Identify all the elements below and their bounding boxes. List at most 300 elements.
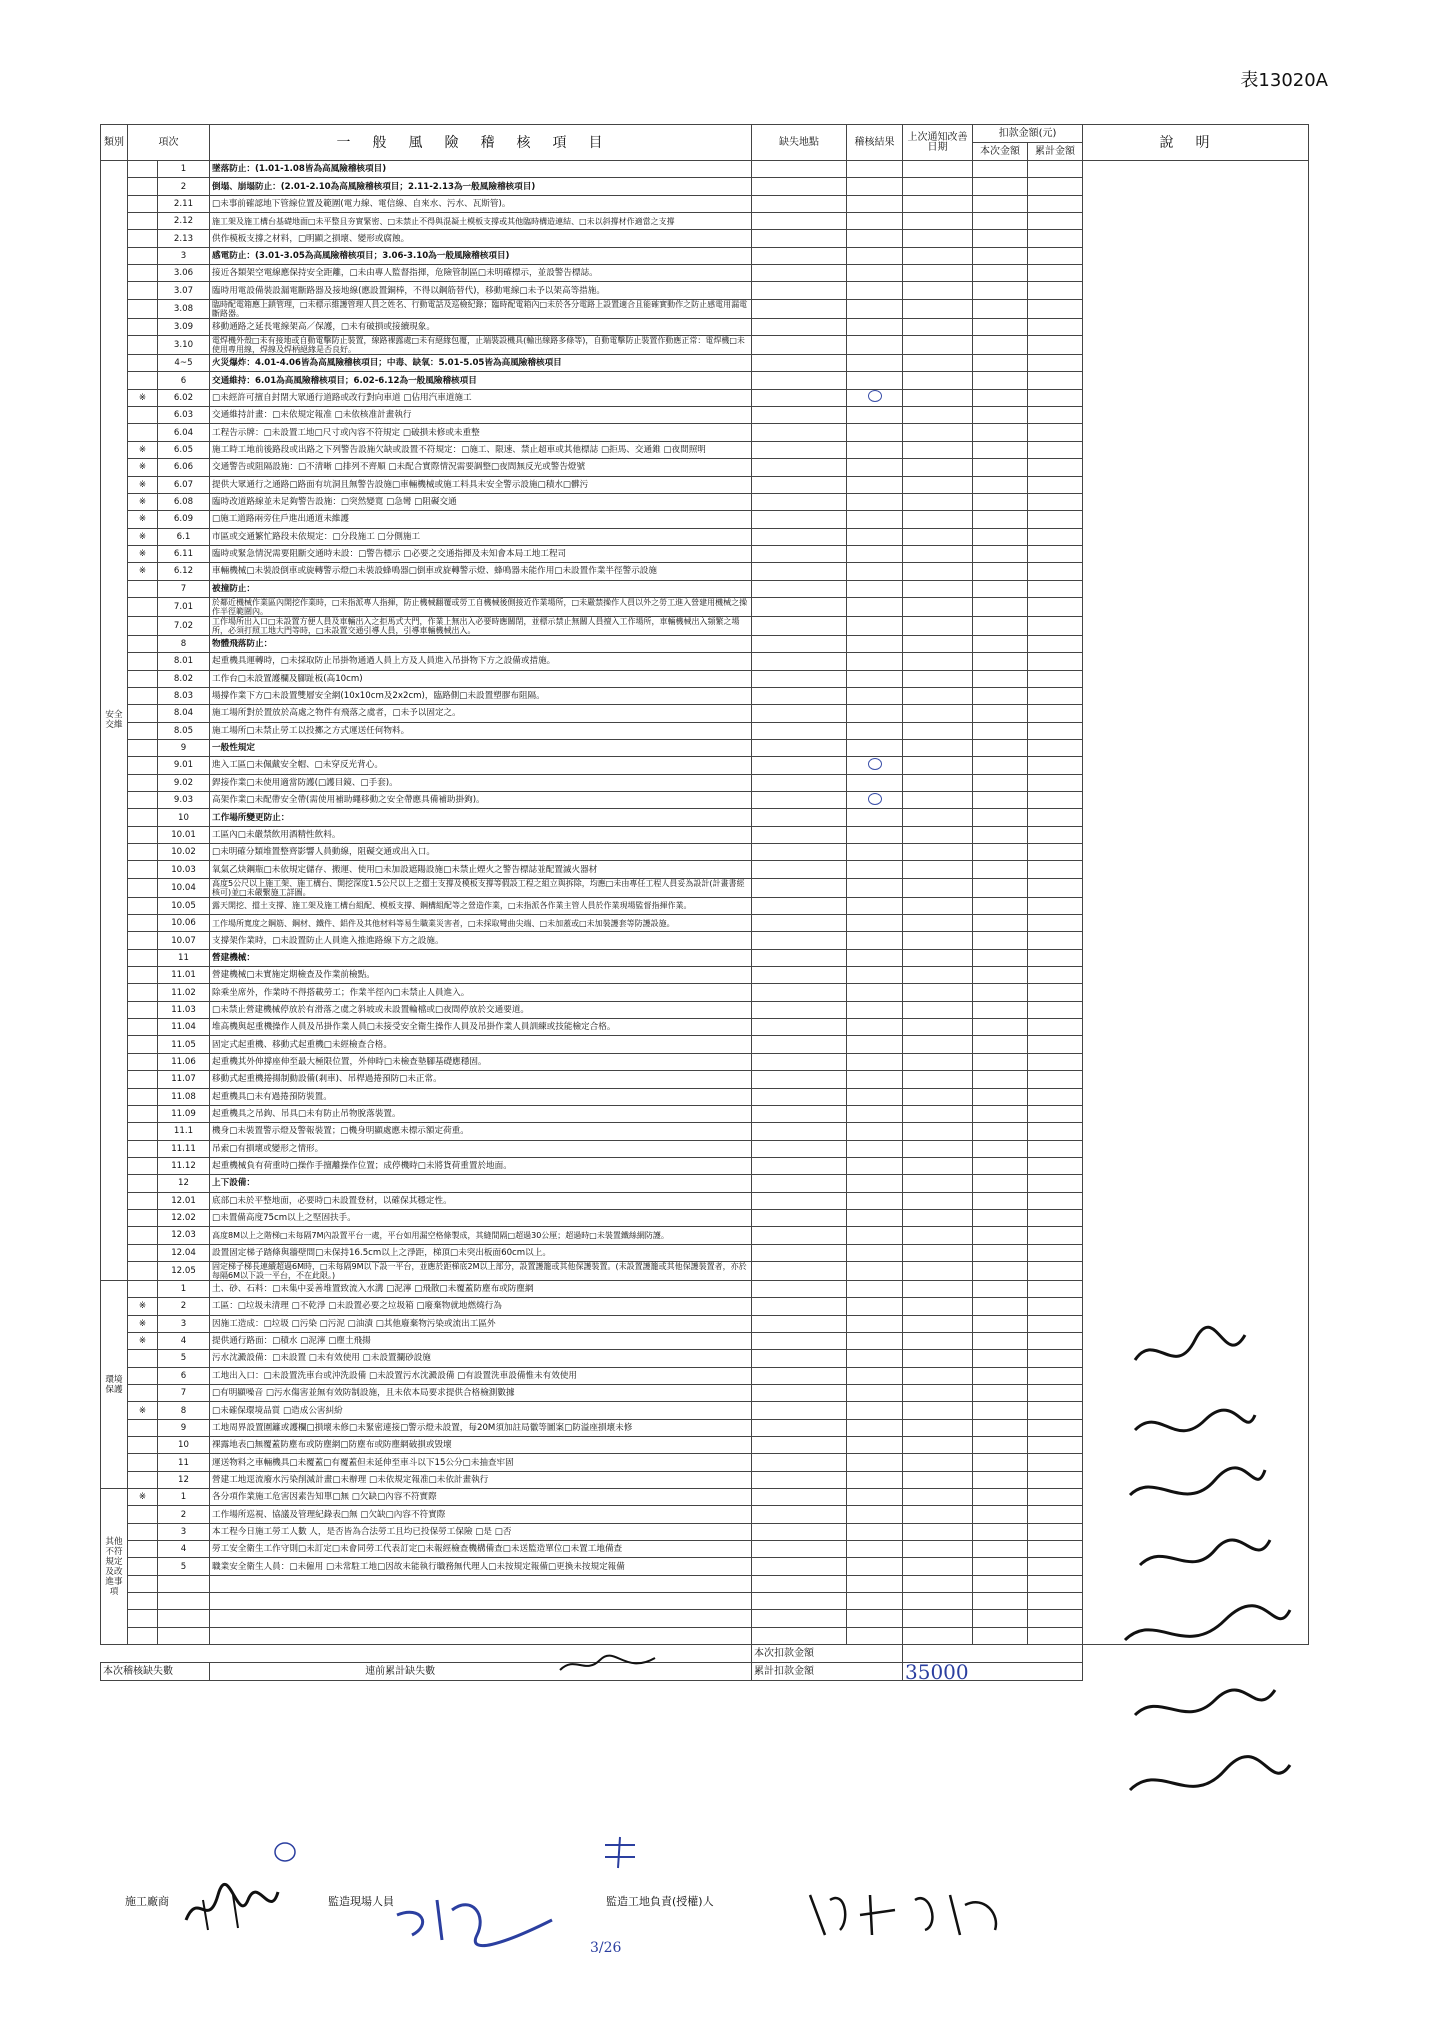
risk-mark — [128, 230, 158, 247]
location-cell — [752, 389, 847, 406]
this-amount-cell — [973, 984, 1028, 1001]
cumulative-cell — [1028, 476, 1083, 493]
result-cell — [847, 1454, 903, 1471]
this-amount-cell — [973, 1315, 1028, 1332]
cumulative-cell — [1028, 545, 1083, 562]
this-amount-cell — [973, 1627, 1028, 1644]
location-cell — [752, 528, 847, 545]
result-cell — [847, 282, 903, 299]
cumulative-cell — [1028, 372, 1083, 389]
result-cell — [847, 161, 903, 178]
this-amount-cell — [973, 1123, 1028, 1140]
item-description — [210, 1627, 752, 1644]
result-cell — [847, 670, 903, 687]
item-description: 營建工地逕流廢水污染削減計畫□未辦理 □未依規定報准□未依計畫執行 — [210, 1471, 752, 1488]
item-number: 6.08 — [158, 493, 210, 510]
location-cell — [752, 178, 847, 195]
item-description: 施工架及施工構台基礎地面□未平整且夯實緊密、□未禁止不得與混凝土模板支撐或其他臨時構造連結、□未以斜撐材作適當之支撐 — [210, 213, 752, 230]
location-cell — [752, 1350, 847, 1367]
this-amount-cell — [973, 844, 1028, 861]
prev-date-cell — [903, 757, 973, 774]
item-number: 12.02 — [158, 1209, 210, 1226]
cumulative-cell — [1028, 949, 1083, 966]
prev-date-cell — [903, 932, 973, 949]
item-number: 11 — [158, 949, 210, 966]
risk-mark — [128, 1575, 158, 1592]
item-description: 工區：□垃圾未清理 □不乾淨 □未設置必要之垃圾箱 □廢棄物就地燃燒行為 — [210, 1298, 752, 1315]
location-cell — [752, 1036, 847, 1053]
item-description: 工程告示牌：□未設置工地□尺寸或內容不符規定 □破損未修或未重整 — [210, 424, 752, 441]
cumulative-cell — [1028, 1053, 1083, 1070]
location-cell — [752, 792, 847, 809]
location-cell — [752, 1558, 847, 1575]
risk-mark — [128, 1541, 158, 1558]
item-number: 6.12 — [158, 563, 210, 580]
item-description: 工作場所巡視、協議及管理紀錄表□無 □欠缺□內容不符實際 — [210, 1506, 752, 1523]
location-cell — [752, 1541, 847, 1558]
this-amount-cell — [973, 1227, 1028, 1244]
location-cell — [752, 1523, 847, 1540]
prev-date-cell — [903, 1367, 973, 1384]
item-number: 9.01 — [158, 757, 210, 774]
col-result: 稽核結果 — [847, 125, 903, 161]
prev-date-cell — [903, 213, 973, 230]
risk-mark — [128, 1157, 158, 1174]
location-cell — [752, 635, 847, 652]
this-amount-cell — [973, 949, 1028, 966]
result-cell — [847, 844, 903, 861]
risk-mark — [128, 1419, 158, 1436]
prev-date-cell — [903, 1175, 973, 1192]
item-number: 6.07 — [158, 476, 210, 493]
item-number: 10.03 — [158, 861, 210, 878]
col-category: 類別 — [101, 125, 128, 161]
risk-mark: ※ — [128, 1489, 158, 1506]
result-cell — [847, 178, 903, 195]
item-number: 8 — [158, 1402, 210, 1419]
result-cell — [847, 545, 903, 562]
item-number: 8.02 — [158, 670, 210, 687]
prev-date-cell — [903, 372, 973, 389]
this-deduct-value — [903, 1645, 1083, 1663]
this-amount-cell — [973, 932, 1028, 949]
prev-date-cell — [903, 282, 973, 299]
this-count-mark — [270, 1840, 300, 1864]
this-amount-cell — [973, 511, 1028, 528]
cumulative-cell — [1028, 563, 1083, 580]
this-amount-cell — [973, 705, 1028, 722]
this-amount-cell — [973, 282, 1028, 299]
result-cell — [847, 336, 903, 355]
item-description: 裸露地表□無覆蓋防塵布或防塵網□防塵布或防塵網破損或毀壞 — [210, 1437, 752, 1454]
item-description: 交通維持：6.01為高風險稽核項目；6.02-6.12為一般風險稽核項目 — [210, 372, 752, 389]
location-cell — [752, 1419, 847, 1436]
prev-date-cell — [903, 407, 973, 424]
cumulative-cell — [1028, 1523, 1083, 1540]
result-cell — [847, 299, 903, 318]
item-number: 6.05 — [158, 441, 210, 458]
item-number: 10.05 — [158, 897, 210, 914]
item-description: 勞工安全衛生工作守則□未訂定□未會同勞工代表訂定□未報經檢查機構備查□未送監造單位□未置工地備查 — [210, 1541, 752, 1558]
prev-date-cell — [903, 826, 973, 843]
this-amount-cell — [973, 318, 1028, 335]
result-cell — [847, 459, 903, 476]
item-number: 6 — [158, 372, 210, 389]
this-amount-cell — [973, 1209, 1028, 1226]
risk-mark — [128, 1610, 158, 1627]
location-cell — [752, 670, 847, 687]
item-description: 氧氣乙炔鋼瓶□未依規定儲存、搬運、使用□未加設遮陽設施□未禁止煙火之警告標誌並配置滅火器材 — [210, 861, 752, 878]
cumulative-cell — [1028, 1175, 1083, 1192]
item-description: 起重機械負有荷重時□操作手擅離操作位置；成停機時□未將貨荷重置於地面。 — [210, 1157, 752, 1174]
cumulative-cell — [1028, 984, 1083, 1001]
this-amount-cell — [973, 407, 1028, 424]
cumulative-cell — [1028, 389, 1083, 406]
risk-mark: ※ — [128, 389, 158, 406]
this-amount-cell — [973, 1610, 1028, 1627]
risk-mark — [128, 722, 158, 739]
prev-date-cell — [903, 441, 973, 458]
supervisor-signature — [800, 1880, 1010, 1940]
location-cell — [752, 774, 847, 791]
prev-count-cell — [210, 1663, 752, 1681]
this-amount-cell — [973, 1175, 1028, 1192]
risk-mark — [128, 739, 158, 756]
item-number: 6.09 — [158, 511, 210, 528]
result-cell — [847, 1471, 903, 1488]
category-cell: 其他不符規定及改進事項 — [101, 1489, 128, 1645]
item-description: 運送物料之車輛機具□未覆蓋□有覆蓋但未延伸至車斗以下15公分□未抽查牢固 — [210, 1454, 752, 1471]
result-cell — [847, 195, 903, 212]
item-description: 施工時工地前後路段或出路之下列警告設施欠缺或設置不符規定：□施工、限速、禁止超車或其他標誌 □拒馬、交通錐 □夜間照明 — [210, 441, 752, 458]
item-number: 11.08 — [158, 1088, 210, 1105]
this-amount-cell — [973, 1053, 1028, 1070]
item-number: 3 — [158, 1523, 210, 1540]
this-amount-cell — [973, 1523, 1028, 1540]
item-description: 土、砂、石料：□未集中妥善堆置致流入水溝 □泥濘 □飛散□未覆蓋防塵布或防塵網 — [210, 1280, 752, 1297]
risk-mark — [128, 897, 158, 914]
item-number — [158, 1575, 210, 1592]
cumulative-cell — [1028, 1123, 1083, 1140]
item-description: 高架作業□未配帶安全帶(需使用補助繩移動之安全帶應具備補助掛鉤)。 — [210, 792, 752, 809]
risk-mark — [128, 580, 158, 597]
result-cell — [847, 528, 903, 545]
prev-date-cell — [903, 616, 973, 635]
item-number: 11.02 — [158, 984, 210, 1001]
worker-count-signature — [555, 1650, 665, 1680]
cumulative-cell — [1028, 844, 1083, 861]
item-number: 12.04 — [158, 1244, 210, 1261]
location-cell — [752, 653, 847, 670]
cumulative-cell — [1028, 739, 1083, 756]
this-amount-cell — [973, 1298, 1028, 1315]
item-description: 進入工區□未佩戴安全帽、□未穿反光背心。 — [210, 757, 752, 774]
location-cell — [752, 1001, 847, 1018]
result-cell — [847, 1192, 903, 1209]
item-number: 11.03 — [158, 1001, 210, 1018]
risk-mark — [128, 1350, 158, 1367]
this-amount-cell — [973, 792, 1028, 809]
location-cell — [752, 861, 847, 878]
location-cell — [752, 932, 847, 949]
item-description: 臨時配電箱應上鎖管理，□未標示維護管理人員之姓名、行動電話及巡檢紀錄；臨時配電箱內□未於各分電路上設置適合且能確實動作之防止感電用漏電斷路器。 — [210, 299, 752, 318]
item-number — [158, 1627, 210, 1644]
prev-date-cell — [903, 1157, 973, 1174]
cumulative-cell — [1028, 247, 1083, 264]
location-cell — [752, 616, 847, 635]
this-amount-cell — [973, 1280, 1028, 1297]
location-cell — [752, 949, 847, 966]
prev-date-cell — [903, 792, 973, 809]
prev-date-cell — [903, 580, 973, 597]
cumulative-cell — [1028, 299, 1083, 318]
result-cell — [847, 372, 903, 389]
cumulative-cell — [1028, 511, 1083, 528]
this-amount-cell — [973, 653, 1028, 670]
prev-date-cell — [903, 1001, 973, 1018]
col-prev-date: 上次通知改善日期 — [903, 125, 973, 161]
risk-mark — [128, 670, 158, 687]
cumulative-cell — [1028, 635, 1083, 652]
location-cell — [752, 844, 847, 861]
item-description: 職業安全衛生人員：□未僱用 □未常駐工地□因故未能執行職務無代理人□未按規定報備□更換未按規定報備 — [210, 1558, 752, 1575]
item-number: 2 — [158, 1506, 210, 1523]
item-number: 5 — [158, 1558, 210, 1575]
this-amount-cell — [973, 687, 1028, 704]
prev-date-cell — [903, 722, 973, 739]
item-description: 高度5公尺以上施工架、施工構台、開挖深度1.5公尺以上之擋土支撐及模板支撐等假設工程之組立與拆除，均應□未由專任工程人員妥為設計(計畫書經核可)並□未嚴繫施工詳圖。 — [210, 878, 752, 897]
item-description: 提供大眾通行之通路□路面有坑洞且無警告設施□車輛機械或施工料具未安全警示設施□積水□髒污 — [210, 476, 752, 493]
result-cell — [847, 1627, 903, 1644]
result-cell — [847, 915, 903, 932]
risk-mark — [128, 1192, 158, 1209]
location-cell — [752, 1071, 847, 1088]
result-cell — [847, 1105, 903, 1122]
prev-date-cell — [903, 195, 973, 212]
prev-count-mark — [600, 1835, 640, 1870]
location-cell — [752, 1437, 847, 1454]
risk-mark: ※ — [128, 1298, 158, 1315]
item-number: 8.03 — [158, 687, 210, 704]
col-item: 項次 — [128, 125, 210, 161]
this-amount-cell — [973, 1437, 1028, 1454]
result-cell — [847, 1140, 903, 1157]
risk-mark — [128, 1088, 158, 1105]
result-cell — [847, 757, 903, 774]
item-description: 設置固定梯子踏條與牆壁間□未保持16.5cm以上之淨距，梯頂□未突出板面60cm以上。 — [210, 1244, 752, 1261]
location-cell — [752, 563, 847, 580]
item-number: 1 — [158, 161, 210, 178]
col-deduct: 扣款金額(元) — [973, 125, 1083, 143]
risk-mark: ※ — [128, 528, 158, 545]
result-cell — [847, 1244, 903, 1261]
risk-mark — [128, 1053, 158, 1070]
risk-mark — [128, 265, 158, 282]
item-number: 8.05 — [158, 722, 210, 739]
location-cell — [752, 336, 847, 355]
cumulative-cell — [1028, 459, 1083, 476]
cumulative-cell — [1028, 1437, 1083, 1454]
result-cell — [847, 407, 903, 424]
this-amount-cell — [973, 178, 1028, 195]
item-number: 2 — [158, 178, 210, 195]
this-amount-cell — [973, 459, 1028, 476]
cumulative-cell — [1028, 670, 1083, 687]
result-cell — [847, 722, 903, 739]
result-cell — [847, 616, 903, 635]
cumulative-cell — [1028, 597, 1083, 616]
risk-mark — [128, 705, 158, 722]
location-cell — [752, 915, 847, 932]
result-cell — [847, 563, 903, 580]
this-amount-cell — [973, 1332, 1028, 1349]
item-description: □未置備高度75cm以上之堅固扶手。 — [210, 1209, 752, 1226]
result-cell — [847, 653, 903, 670]
location-cell — [752, 984, 847, 1001]
prev-date-cell — [903, 545, 973, 562]
prev-date-cell — [903, 984, 973, 1001]
item-description: 接近各類架空電線應保持安全距離，□未由專人監督指揮，危險管制區□未明確標示，並設警告標誌。 — [210, 265, 752, 282]
item-description — [210, 1575, 752, 1592]
this-amount-cell — [973, 1575, 1028, 1592]
item-description: 營建機械□未實施定期檢查及作業前檢點。 — [210, 967, 752, 984]
result-cell — [847, 1088, 903, 1105]
prev-date-cell — [903, 1019, 973, 1036]
inspector-label: 監造現場人員 — [328, 1895, 394, 1908]
item-description: 物體飛落防止： — [210, 635, 752, 652]
cumulative-cell — [1028, 792, 1083, 809]
result-cell — [847, 809, 903, 826]
location-cell — [752, 739, 847, 756]
result-cell — [847, 705, 903, 722]
cumulative-cell — [1028, 653, 1083, 670]
result-cell — [847, 1593, 903, 1610]
item-description: 營建機械： — [210, 949, 752, 966]
cumulative-cell — [1028, 1593, 1083, 1610]
result-cell — [847, 318, 903, 335]
prev-date-cell — [903, 1541, 973, 1558]
prev-date-cell — [903, 1419, 973, 1436]
col-title: 一般風險稽核項目 — [210, 125, 752, 161]
location-cell — [752, 1192, 847, 1209]
prev-date-cell — [903, 476, 973, 493]
prev-date-cell — [903, 635, 973, 652]
location-cell — [752, 722, 847, 739]
cumulative-cell — [1028, 528, 1083, 545]
cumulative-cell — [1028, 722, 1083, 739]
result-cell — [847, 355, 903, 372]
inspector-signature — [392, 1885, 562, 1950]
risk-mark — [128, 915, 158, 932]
cumulative-cell — [1028, 1244, 1083, 1261]
result-cell — [847, 1071, 903, 1088]
item-number: 10.07 — [158, 932, 210, 949]
risk-mark — [128, 407, 158, 424]
item-description: 固定梯子梯長連續超過6M時，□未每隔9M以下設一平台，並應於距梯底2M以上部分，設置護籠或其他保護裝置。(未設置護籠或其他保護裝置者，亦於每隔6M以下設一平台，不在此限。) — [210, 1261, 752, 1280]
location-cell — [752, 476, 847, 493]
cumulative-cell — [1028, 1001, 1083, 1018]
cumulative-cell — [1028, 178, 1083, 195]
item-number: 10 — [158, 1437, 210, 1454]
prev-date-cell — [903, 1261, 973, 1280]
result-cell — [847, 1123, 903, 1140]
item-number: 8 — [158, 635, 210, 652]
cumulative-cell — [1028, 355, 1083, 372]
item-description — [210, 1593, 752, 1610]
risk-mark — [128, 1140, 158, 1157]
result-cell — [847, 1419, 903, 1436]
item-number: 6.03 — [158, 407, 210, 424]
item-description: 底部□未於平整地面，必要時□未設置登材，以確保其穩定性。 — [210, 1192, 752, 1209]
prev-date-cell — [903, 459, 973, 476]
location-cell — [752, 1627, 847, 1644]
this-amount-cell — [973, 563, 1028, 580]
location-cell — [752, 230, 847, 247]
risk-mark — [128, 1071, 158, 1088]
item-description: 車輛機械□未裝設倒車或旋轉警示燈□未裝設蜂鳴器□倒車或旋轉警示燈、蜂鳴器未能作用□未設置作業半徑警示設施 — [210, 563, 752, 580]
risk-mark — [128, 1593, 158, 1610]
risk-mark — [128, 1105, 158, 1122]
cumulative-cell — [1028, 1367, 1083, 1384]
this-amount-cell — [973, 213, 1028, 230]
item-description: 除乘坐席外，作業時不得搭載勞工；作業半徑內□未禁止人員進入。 — [210, 984, 752, 1001]
item-description: 固定式起重機、移動式起重機□未經檢查合格。 — [210, 1036, 752, 1053]
contractor-signature — [178, 1880, 288, 1940]
this-amount-cell — [973, 670, 1028, 687]
result-cell — [847, 949, 903, 966]
result-cell — [847, 687, 903, 704]
location-cell — [752, 1402, 847, 1419]
this-amount-cell — [973, 389, 1028, 406]
item-description: 交通警告或阻隔設施：□不清晰 □排列不齊順 □未配合實際情況需要調整□夜間無反光或警告燈號 — [210, 459, 752, 476]
prev-date-cell — [903, 809, 973, 826]
item-description: 機身□未裝置警示燈及警報裝置；□機身明顯處應未標示額定荷重。 — [210, 1123, 752, 1140]
prev-date-cell — [903, 1036, 973, 1053]
risk-mark — [128, 1001, 158, 1018]
this-amount-cell — [973, 1367, 1028, 1384]
prev-date-cell — [903, 774, 973, 791]
risk-mark — [128, 597, 158, 616]
location-cell — [752, 1123, 847, 1140]
risk-mark — [128, 635, 158, 652]
item-description: 提供通行路面：□積水 □泥濘 □塵土飛揚 — [210, 1332, 752, 1349]
risk-mark: ※ — [128, 1402, 158, 1419]
cumulative-cell — [1028, 230, 1083, 247]
result-cell — [847, 1019, 903, 1036]
item-description: 起重機具之吊鉤、吊具□未有防止吊物脫落裝置。 — [210, 1105, 752, 1122]
this-amount-cell — [973, 299, 1028, 318]
prev-date-cell — [903, 844, 973, 861]
location-cell — [752, 299, 847, 318]
location-cell — [752, 1280, 847, 1297]
prev-date-cell — [903, 299, 973, 318]
item-number: 2.13 — [158, 230, 210, 247]
location-cell — [752, 757, 847, 774]
cumulative-cell — [1028, 493, 1083, 510]
item-number: 3.09 — [158, 318, 210, 335]
risk-mark — [128, 792, 158, 809]
prev-count-label: 連前累計缺失數 — [365, 1665, 436, 1677]
result-cell — [847, 247, 903, 264]
item-number: 3.10 — [158, 336, 210, 355]
item-description: 因施工造成：□垃圾 □污染 □污泥 □油漬 □其他廢棄物污染或流出工區外 — [210, 1315, 752, 1332]
item-number: 1 — [158, 1489, 210, 1506]
this-amount-cell — [973, 897, 1028, 914]
risk-mark — [128, 161, 158, 178]
prev-date-cell — [903, 1437, 973, 1454]
this-amount-cell — [973, 1105, 1028, 1122]
item-number: 6 — [158, 1367, 210, 1384]
